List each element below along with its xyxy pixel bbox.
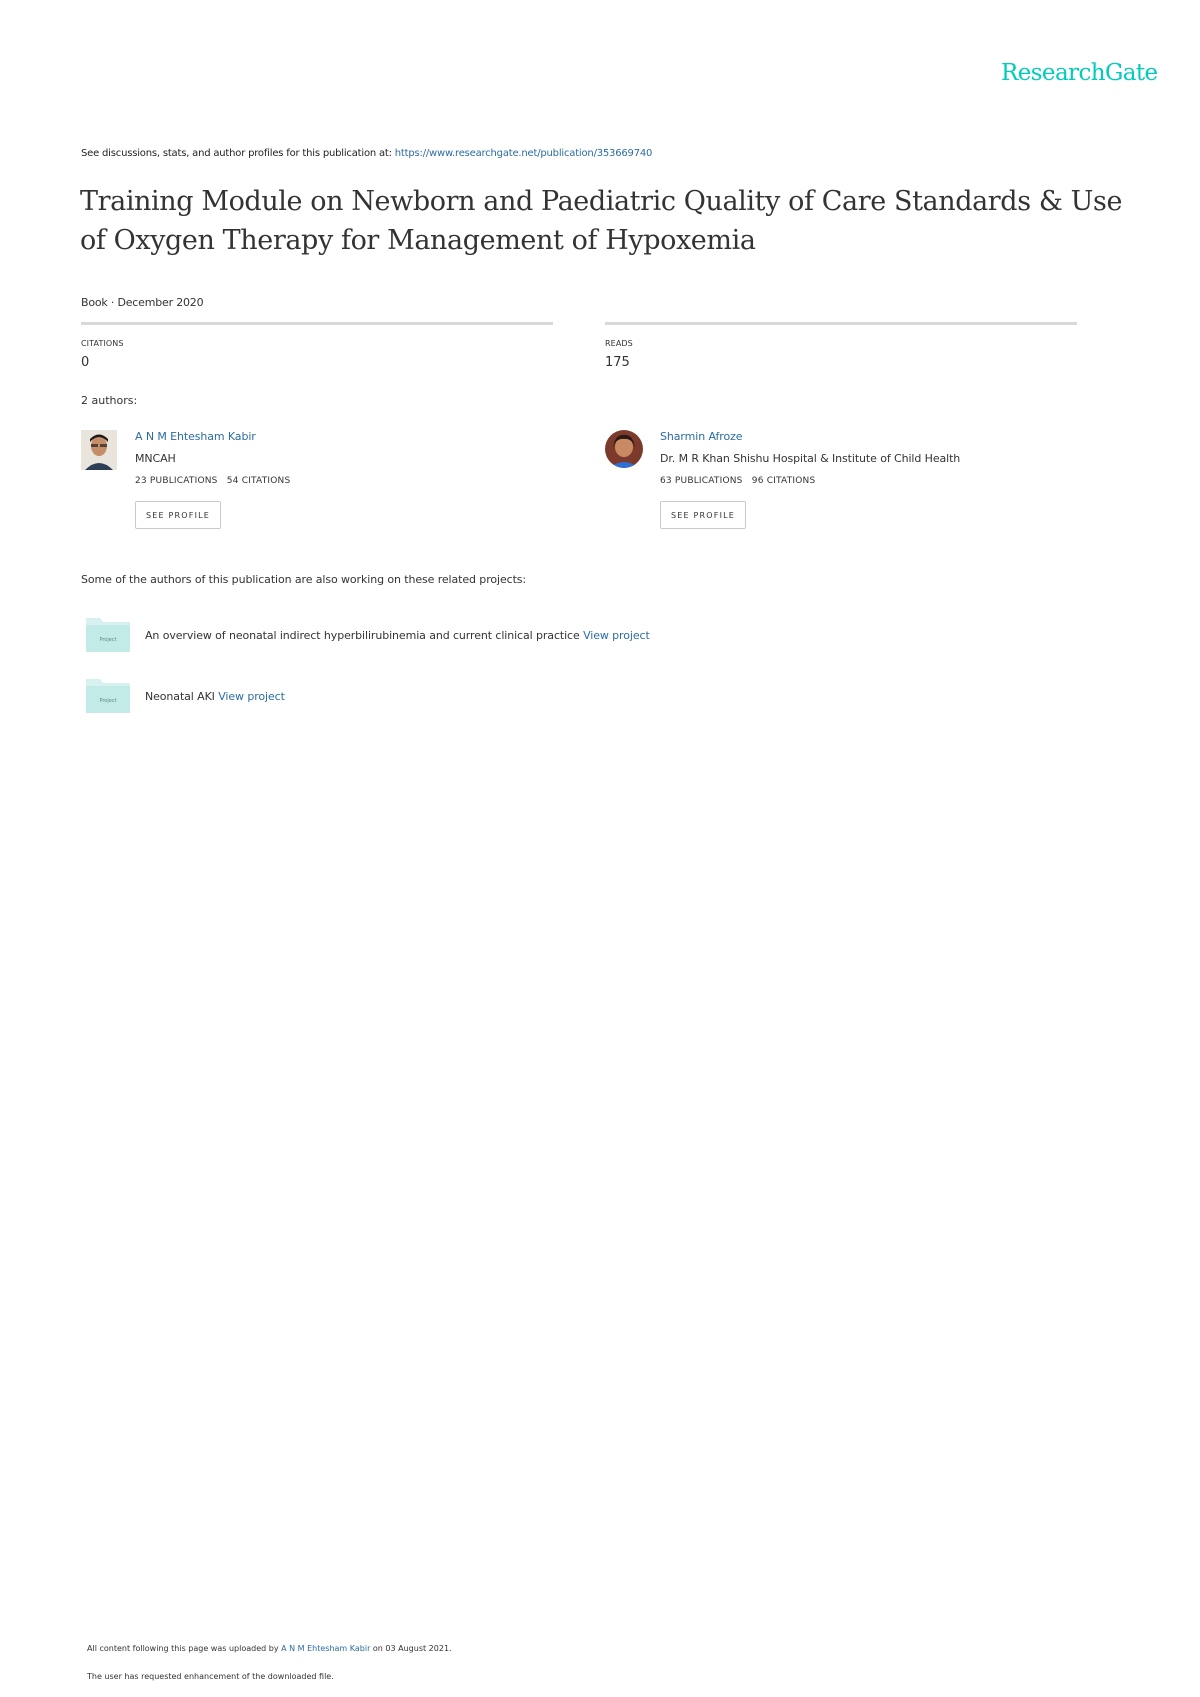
- project-folder-label: Project: [99, 698, 117, 704]
- author-publications-afroze: 63 PUBLICATIONS: [660, 476, 743, 486]
- reads-value: 175: [605, 355, 630, 370]
- authors-heading: 2 authors:: [81, 394, 138, 407]
- author-citations-kabir: 54 CITATIONS: [226, 476, 291, 486]
- author-name-afroze[interactable]: Sharmin Afroze: [660, 430, 743, 443]
- upload-suffix: on 03 August 2021.: [370, 1644, 452, 1653]
- avatar-photo-icon: [81, 430, 117, 470]
- view-project-link-2[interactable]: View project: [218, 690, 285, 703]
- view-project-link-1[interactable]: View project: [583, 629, 650, 642]
- author-publications-kabir: 23 PUBLICATIONS: [135, 476, 218, 486]
- citations-label: CITATIONS: [81, 339, 124, 348]
- enhancement-note: The user has requested enhancement of the downloaded file.: [87, 1672, 334, 1681]
- reads-divider: [605, 322, 1077, 325]
- project-folder-label: Project: [99, 637, 117, 643]
- upload-note: [87, 1644, 452, 1653]
- project-folder-icon: [86, 677, 130, 713]
- see-profile-button-kabir[interactable]: SEE PROFILE: [135, 501, 221, 529]
- reads-label: READS: [605, 339, 633, 348]
- author-affiliation-afroze: Dr. M R Khan Shishu Hospital & Institute of Child Health: [660, 452, 961, 465]
- publication-title: Training Module on Newborn and Paediatric Quality of Care Standards & Use of Oxygen Therapy for Management of Hypoxemia: [80, 186, 1123, 256]
- upload-prefix: All content following this page was uploaded by: [87, 1644, 282, 1653]
- author-affiliation-kabir: MNCAH: [135, 452, 176, 465]
- citations-divider: [81, 322, 553, 325]
- author-citations-afroze: 96 CITATIONS: [751, 476, 816, 486]
- related-project-2: [145, 690, 285, 703]
- citations-value: 0: [81, 355, 90, 370]
- author-stats-afroze: [660, 476, 815, 486]
- author-avatar-afroze[interactable]: [605, 430, 643, 468]
- author-name-kabir[interactable]: A N M Ehtesham Kabir: [135, 430, 256, 443]
- publication-link[interactable]: https://www.researchgate.net/publication/353669740: [394, 148, 653, 159]
- see-profile-button-afroze[interactable]: SEE PROFILE: [660, 501, 746, 529]
- author-stats-kabir: [135, 476, 290, 486]
- researchgate-logo[interactable]: ResearchGate: [1001, 60, 1158, 86]
- avatar-photo-icon: [605, 430, 643, 468]
- discussion-line: [81, 148, 652, 159]
- related-project-1-title: An overview of neonatal indirect hyperbilirubinemia and current clinical practice: [145, 629, 584, 642]
- publication-meta: Book · December 2020: [81, 296, 204, 309]
- related-project-2-title: Neonatal AKI: [145, 690, 219, 703]
- related-projects-heading: Some of the authors of this publication are also working on these related projects:: [81, 573, 527, 586]
- related-project-1: [145, 629, 650, 642]
- project-folder-icon: [86, 616, 130, 652]
- author-avatar-kabir[interactable]: [81, 430, 117, 470]
- discussion-prefix: See discussions, stats, and author profiles for this publication at:: [81, 148, 395, 159]
- uploader-link[interactable]: A N M Ehtesham Kabir: [281, 1644, 371, 1653]
